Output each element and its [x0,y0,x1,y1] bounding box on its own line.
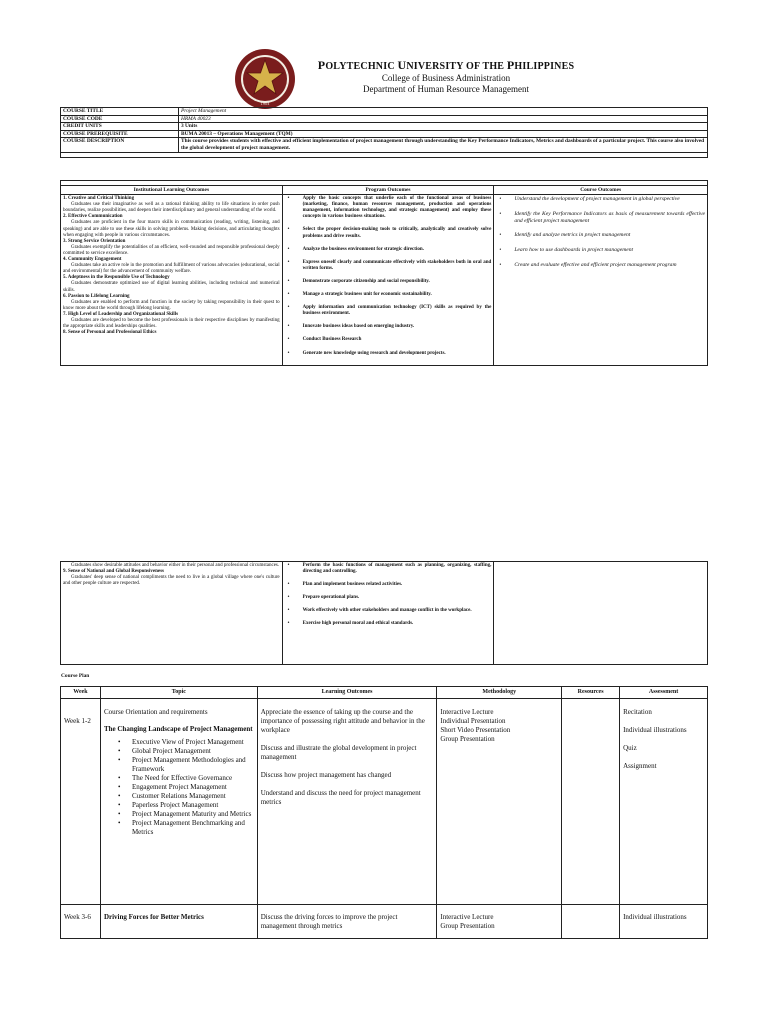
info-label: COURSE PREREQUISITE [61,130,179,138]
ilo-text: Graduates take an active role in the promotion and fulfillment of various advocacies (educational, social and environmental) for the advancement of community welfare. [63,263,280,275]
topic-item: • Executive View of Project Management [118,738,254,747]
ilo-title: 9. Sense of National and Global Responsiveness [63,569,164,575]
info-value: HRMA 40023 [179,115,708,123]
table-row [61,699,708,905]
course-outcomes-header: Course Outcomes [494,186,708,195]
program-outcome-item: • Generate new knowledge using research and development projects. [285,351,492,357]
topic-item: • Project Management Maturity and Metrics [118,810,254,819]
ilo-title: 4. Community Engagement [63,257,122,263]
course-outcome-item: • Identify and analyze metrics in project management [496,232,705,239]
course-plan-label: Course Plan [61,673,90,679]
assessment-header: Assessment [620,687,708,699]
methodology-item: Group Presentation [440,735,495,743]
university-name-part: NIVERSITY OF THE [406,61,507,72]
ilo-text: Graduates demonstrate optimized use of digital learning abilities, including technical and numerical skills. [63,281,280,293]
ilo-title: 3. Strong Service Orientation [63,238,126,244]
program-outcomes-header: Program Outcomes [282,186,494,195]
methodology-item: Short Video Presentation [440,726,511,734]
methodology-cell [437,905,562,939]
week-cell: Week 3-6 [61,905,101,939]
info-row [61,123,708,131]
resources-cell [562,905,620,939]
topic-intro: Course Orientation and requirements [103,708,208,716]
program-outcome-item: • Innovate business ideas based on emerging industry. [285,324,492,330]
program-outcome-item: • Perform the basic functions of management such as planning, organizing, staffing, directing and controlling. [285,563,492,575]
topic-cell [100,905,257,939]
topic-header: Topic [100,687,257,699]
topic-cell [100,699,257,905]
course-plan-table [60,686,708,939]
info-value: 3 Units [179,123,708,131]
ilo-text: Graduates show desirable attitudes and behavior either in their personal and professional circumstances. [71,563,280,568]
topic-item: • The Need for Effective Governance [118,774,254,783]
program-outcomes-cell [282,195,494,366]
program-outcome-item: • Apply information and communication technology (ICT) skills as required by the business environment. [285,305,492,317]
ilo-header: Institutional Learning Outcomes [61,186,283,195]
info-label: COURSE DESCRIPTION [61,138,179,152]
program-outcome-item: • Apply the basic concepts that underlie each of the functional areas of business (marketing, finance, human resources management, production and operations management, information technology, and strategic management) and employ these concepts in various business situations. [285,196,492,220]
info-row [61,138,708,152]
topic-heading: The Changing Landscape of Project Management [103,725,253,733]
college-name: College of Business Administration [381,73,511,83]
program-outcome-item: • Conduct Business Research [285,337,492,343]
methodology-item: Interactive Lecture [440,913,494,921]
seal-year: 1904 [260,102,270,106]
assessment-item: Recitation [623,708,652,716]
learning-outcomes-cell: Discuss the driving forces to improve the project management through metrics [257,905,437,939]
resources-cell [562,699,620,905]
methodology-item: Individual Presentation [440,717,506,725]
learning-outcome: Discuss how project management has changed [260,771,392,779]
learning-outcome: Appreciate the essence of taking up the course and the importance of possessing right attitude and behavior in the workplace [260,708,425,734]
program-outcome-item: • Plan and implement business related activities. [285,582,492,588]
ilo-text: Graduates use their imaginative as well as a rational thinking ability to life situations in order push boundaries, realize possibilities, and deepen their interdisciplinary and general understanding of the world. [63,202,280,214]
methodology-item: Group Presentation [440,922,495,930]
university-name-part: P [317,58,326,72]
table-row [61,905,708,939]
learning-outcomes-cell [257,699,437,905]
ilo-cell-continued [61,562,283,665]
info-label: COURSE TITLE [61,108,179,116]
topic-heading: Driving Forces for Better Metrics [103,913,204,921]
info-row [61,115,708,123]
ilo-text: Graduates' deep sense of national compliments the need to live in a global village where one's culture and other people culture are respected. [63,575,280,587]
course-outcomes-cell [494,195,708,366]
university-name-part: P [506,58,515,72]
ilo-title: 5. Adeptness in the Responsible Use of Technology [63,275,170,281]
ilo-text: Graduates are proficient in the four macro skills in communication (reading, writing, listening, and speaking) and are able to use these skills in solving problems. Making decisions, and articulating thoughts when engaging with people in various circumstances. [63,220,280,238]
university-name-part: HILIPPINES [514,61,575,72]
course-info-table [60,107,708,158]
program-outcome-item: • Work effectively with other stakeholders and manage conflict in the workplace. [285,608,492,614]
course-outcomes-cell-continued [494,562,708,665]
ilo-text: Graduates are enabled to perform and function in the society by taking responsibility in their quest to know more about the world through lifelong learning. [63,299,280,311]
learning-outcomes-header: Learning Outcomes [257,687,437,699]
course-outcome-item: • Understand the development of project management in global perspective [496,196,705,203]
outcomes-table [60,180,708,366]
course-outcome-item: • Learn how to use dashboards in project management [496,247,705,254]
topic-item: • Project Management Methodologies and Framework [118,756,254,774]
topic-item: • Engagement Project Management [118,783,254,792]
program-outcome-item: • Exercise high personal moral and ethical standards. [285,621,492,627]
topic-item: • Paperless Project Management [118,801,254,810]
topic-item: • Global Project Management [118,747,254,756]
assessment-cell [620,699,708,905]
topic-item: • Project Management Benchmarking and Metrics [118,819,254,837]
info-value: This course provides students with effective and efficient implementation of project management through understanding the Key Performance Indicators, Metrics and dashboards of a particular project. This course also involved the global development of project management. [179,138,708,152]
week-header: Week [61,687,101,699]
course-outcome-item: • Create and evaluate effective and efficient project management program [496,262,705,269]
letterhead [234,48,654,110]
spacer-row [61,152,708,157]
assessment-item: Assignment [623,762,657,770]
university-name-part: U [397,58,407,72]
assessment-item: Individual illustrations [623,913,687,921]
ilo-text: Graduates exemplify the potentialities of an efficient, well-rounded and responsible professional deeply committed to service excellence. [63,244,280,256]
university-name [296,58,596,73]
info-label: COURSE CODE [61,115,179,123]
info-value: BUMA 20013 – Operations Management (TQM) [179,130,708,138]
department-name: Department of Human Resource Management [363,84,529,94]
program-outcome-item: • Prepare operational plans. [285,595,492,601]
ilo-cell [61,195,283,366]
program-outcomes-cell-continued [282,562,494,665]
program-outcome-item: • Analyze the business environment for strategic direction. [285,247,492,253]
ilo-title: 1. Creative and Critical Thinking [63,196,135,202]
assessment-cell [620,905,708,939]
info-row [61,108,708,116]
methodology-cell [437,699,562,905]
learning-outcome: Discuss and illustrate the global development in project management [260,744,417,761]
program-outcome-item: • Demonstrate corporate citizenship and social responsibility. [285,279,492,285]
program-outcome-item: • Select the proper decision-making tools to critically, analytically and creatively solve problems and drive results. [285,227,492,239]
university-name-part: OLYTECHNIC [325,61,398,72]
ilo-title: 8. Sense of Personal and Professional Ethics [63,330,157,336]
university-seal-icon [234,48,296,110]
learning-outcome: Understand and discuss the need for project management metrics [260,789,421,806]
resources-header: Resources [562,687,620,699]
assessment-item: Quiz [623,744,637,752]
info-row [61,130,708,138]
program-outcome-item: • Manage a strategic business unit for economic sustainability. [285,292,492,298]
course-outcome-item: • Identify the Key Performance Indicators as basis of measurement towards effective and efficient project management [496,211,705,225]
program-outcome-item: • Express oneself clearly and communicate effectively with stakeholders both in oral and written forms. [285,260,492,272]
ilo-title: 2. Effective Communication [63,214,123,220]
topic-item: • Customer Relations Management [118,792,254,801]
assessment-item: Individual illustrations [623,726,687,734]
info-value: Project Management [179,108,708,116]
ilo-title: 6. Passion to Lifelong Learning [63,293,130,299]
methodology-header: Methodology [437,687,562,699]
outcomes-table-continued [60,561,708,665]
ilo-text: Graduates are developed to become the best professionals in their respective disciplines by manifesting the appropriate skills and leaderships qualities. [63,317,280,330]
ilo-title: 7. High Level of Leadership and Organizational Skills [63,311,179,317]
info-label: CREDIT UNITS [61,123,179,131]
week-cell: Week 1-2 [61,699,101,905]
methodology-item: Interactive Lecture [440,708,494,716]
